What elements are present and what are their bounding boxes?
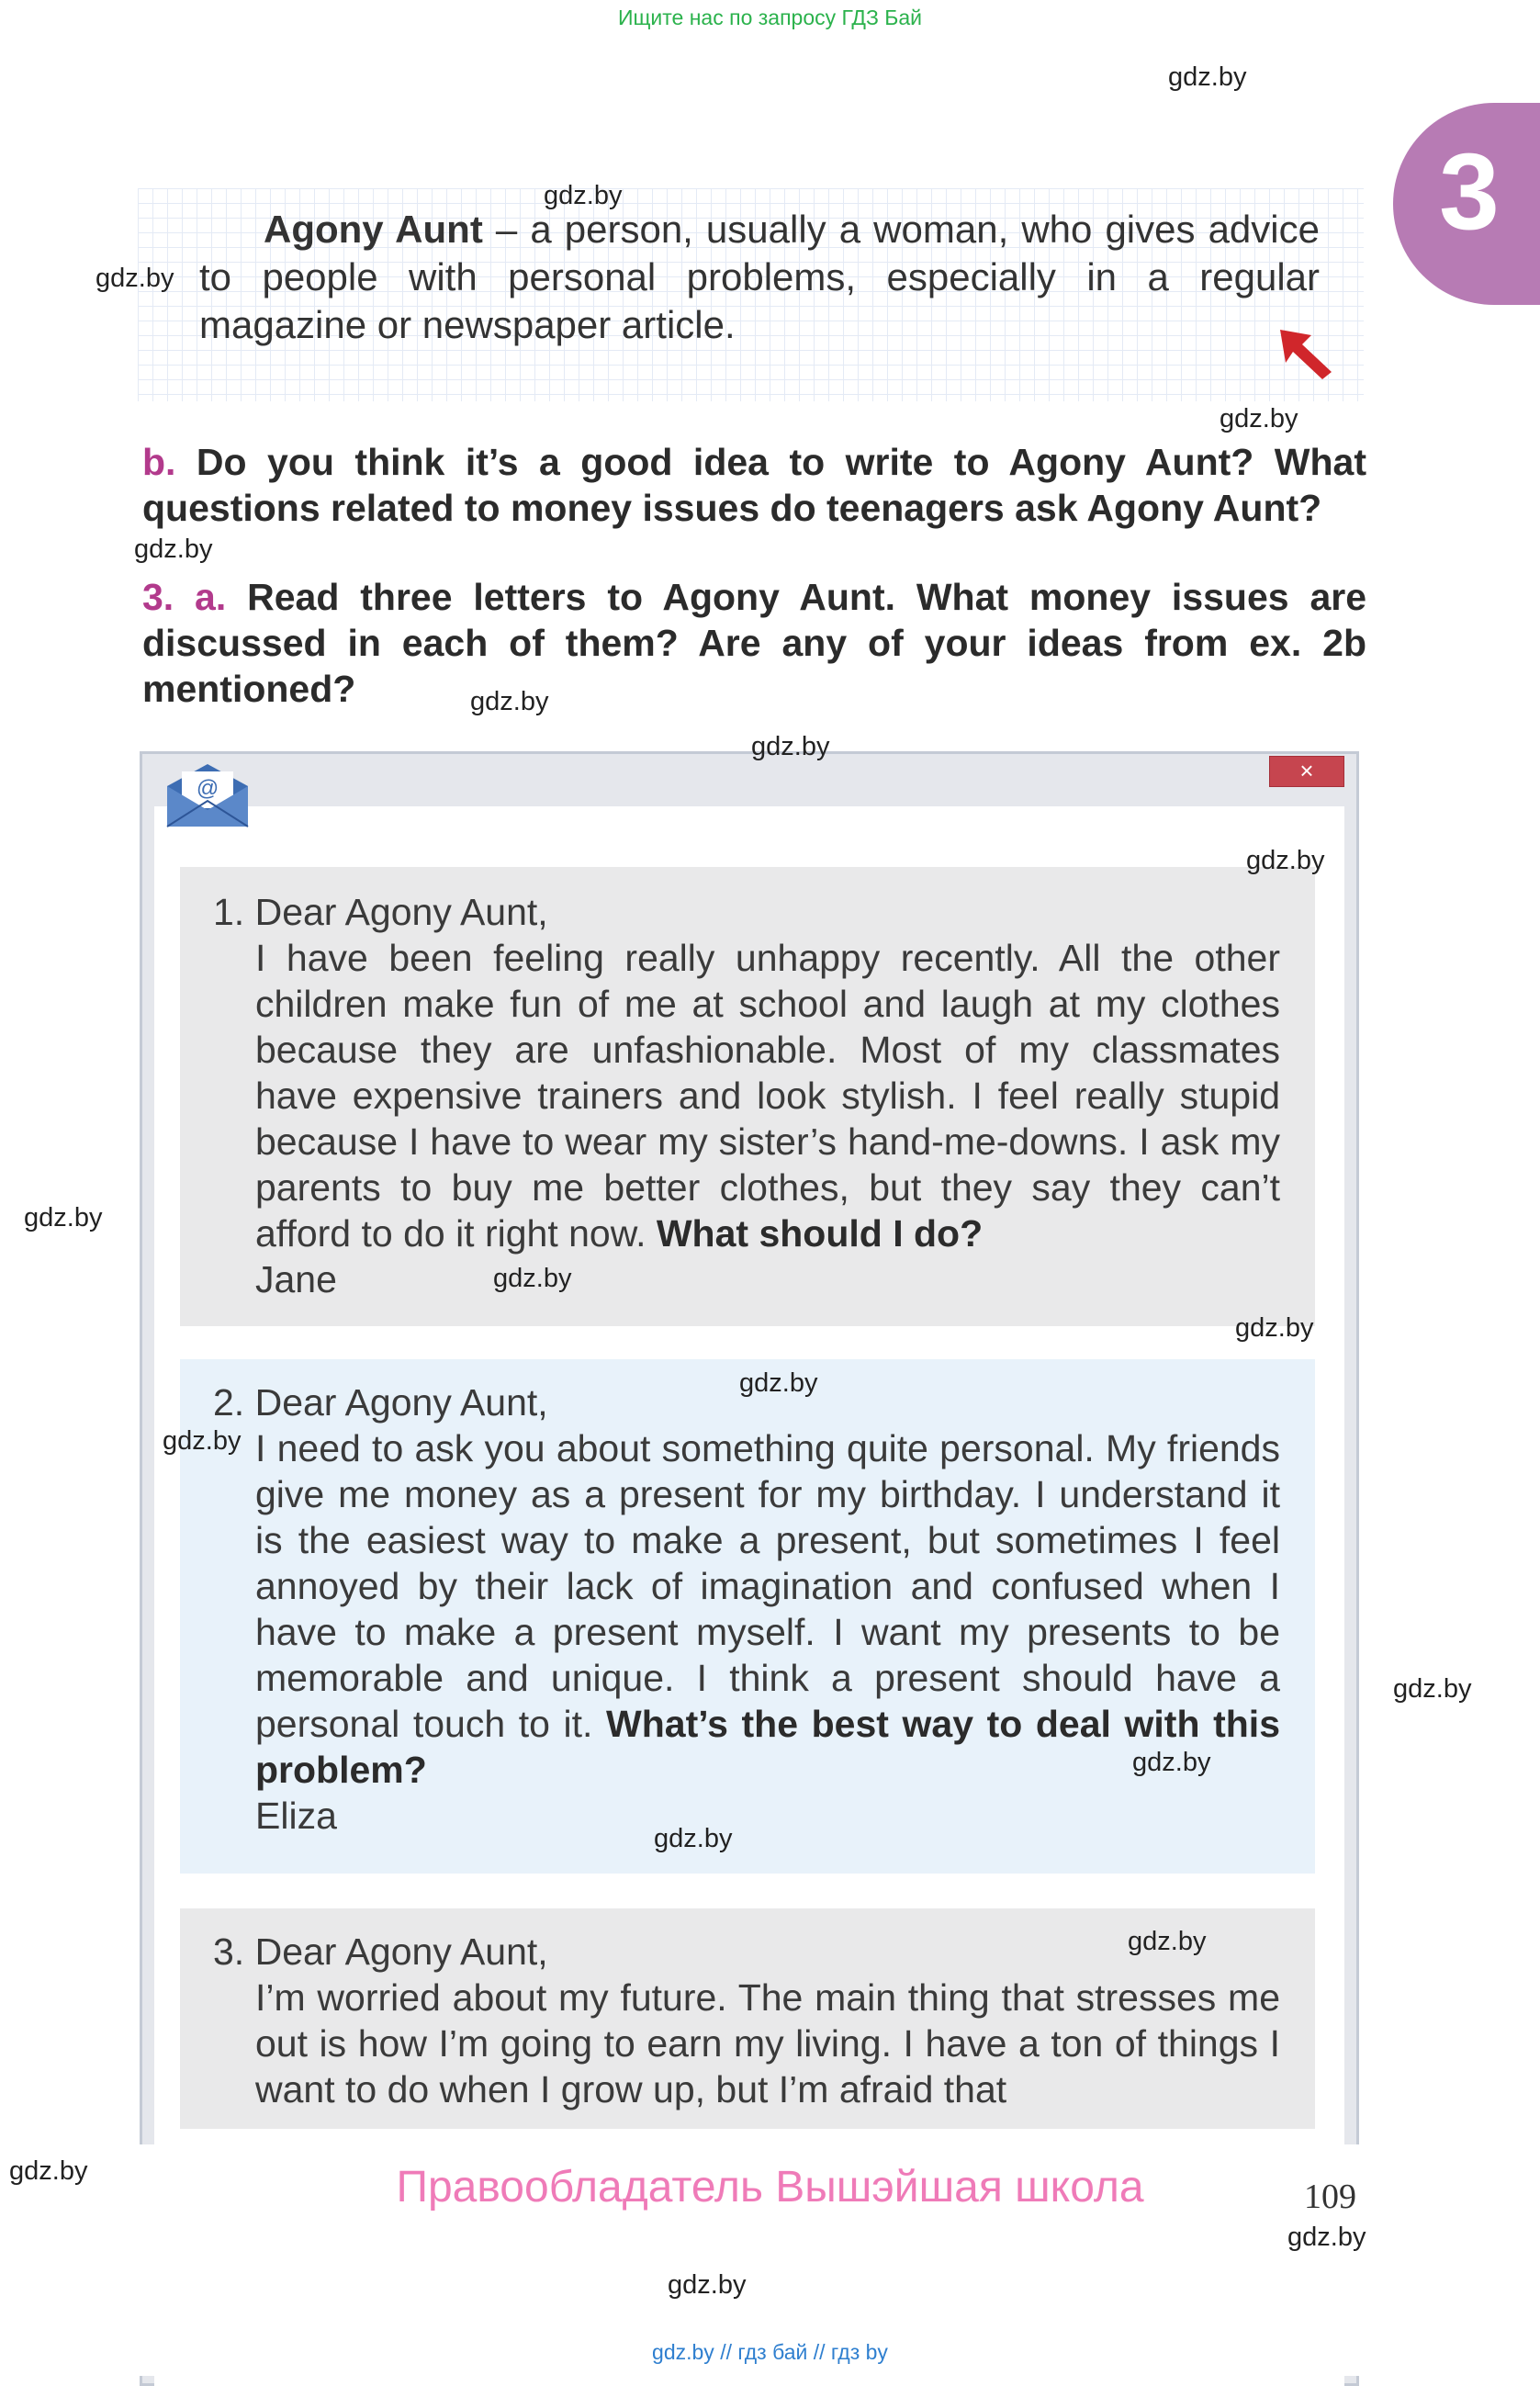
exercise-3a-number: 3. a. bbox=[142, 576, 227, 618]
watermark: gdz.by bbox=[739, 1368, 818, 1398]
letter-signature: Eliza bbox=[255, 1795, 337, 1837]
watermark: gdz.by bbox=[493, 1264, 572, 1293]
watermark: gdz.by bbox=[654, 1824, 733, 1853]
page-number: 109 bbox=[1304, 2178, 1356, 2216]
watermark: gdz.by bbox=[1235, 1313, 1314, 1343]
watermark: gdz.by bbox=[751, 732, 830, 761]
exercise-3a bbox=[142, 574, 1366, 712]
letter-greeting: 1. Dear Agony Aunt, bbox=[213, 891, 548, 933]
letter-greeting: 3. Dear Agony Aunt, bbox=[213, 1930, 548, 1973]
letter-card-1 bbox=[180, 867, 1315, 1326]
exercise-b-number: b. bbox=[142, 441, 176, 483]
watermark: gdz.by bbox=[1393, 1674, 1472, 1704]
exercise-b bbox=[142, 439, 1366, 531]
watermark: gdz.by bbox=[96, 264, 174, 293]
watermark: gdz.by bbox=[1287, 2223, 1366, 2252]
exercise-b-text: Do you think it’s a good idea to write to Agony Aunt? What questions related to money issues do teenagers ask Agony Aunt? bbox=[142, 441, 1366, 529]
bottom-banner: gdz.by // гдз бай // гдз by bbox=[652, 2340, 888, 2364]
watermark: gdz.by bbox=[1168, 62, 1247, 92]
watermark: gdz.by bbox=[1132, 1748, 1211, 1777]
top-banner: Ищите нас по запросу ГДЗ Бай bbox=[617, 6, 923, 29]
exercise-3a-text: Read three letters to Agony Aunt. What money issues are discussed in each of them? Are any of your ideas from ex. 2b mentioned? bbox=[142, 576, 1366, 710]
watermark: gdz.by bbox=[163, 1426, 242, 1456]
watermark: gdz.by bbox=[134, 535, 213, 564]
svg-text:@: @ bbox=[196, 776, 219, 801]
letter-body: I’m worried about my future. The main thing that stresses me out is how I’m going to earn my living. I have a ton of things I want to do when I grow up, but I’m afraid that bbox=[255, 1976, 1280, 2110]
envelope-at-icon bbox=[162, 759, 253, 832]
arrow-icon bbox=[1275, 326, 1339, 381]
unit-number: 3 bbox=[1439, 131, 1500, 253]
letter-text: I have been feeling really unhappy recently. All the other children make fun of me at school and laugh at my clothes because they are unfashionable. Most of my classmates have expensive trainers and look stylish. I feel really stupid because I have to wear my sister’s hand-me-downs. I ask my parents to buy me better clothes, but they say they can’t afford to do it right now. bbox=[255, 937, 1280, 1255]
watermark: gdz.by bbox=[668, 2270, 747, 2300]
letter-signature: Jane bbox=[255, 1258, 337, 1300]
watermark: gdz.by bbox=[1246, 846, 1325, 875]
watermark: gdz.by bbox=[1220, 404, 1298, 433]
letter-question: What’s the best way to deal with this problem? bbox=[255, 1703, 1280, 1791]
letter-body bbox=[255, 1425, 1280, 1793]
letter-text: I need to ask you about something quite personal. My friends give me money as a present for my birthday. I understand it is the easiest way to make a present, but sometimes I feel annoyed by their lack of imagination and confused when I have to make a present myself. I want my presents to be memorable and unique. I think a present should have a personal touch to it. bbox=[255, 1427, 1280, 1745]
watermark: gdz.by bbox=[9, 2156, 88, 2186]
copyright-text: Правообладатель Вышэйшая школа bbox=[396, 2163, 1144, 2212]
letter-greeting: 2. Dear Agony Aunt, bbox=[213, 1381, 548, 1424]
definition-body: – a person, usually a woman, who gives advice to people with personal problems, especially in a regular magazine or newspaper article. bbox=[199, 208, 1320, 346]
watermark: gdz.by bbox=[1128, 1927, 1207, 1956]
letter-body bbox=[255, 935, 1280, 1256]
definition-term: Agony Aunt bbox=[264, 208, 483, 251]
letter-question: What should I do? bbox=[656, 1212, 984, 1255]
letter-card-2 bbox=[180, 1359, 1315, 1874]
close-button[interactable]: × bbox=[1269, 756, 1344, 787]
watermark: gdz.by bbox=[544, 181, 623, 210]
definition-text bbox=[199, 206, 1320, 349]
watermark: gdz.by bbox=[470, 687, 549, 716]
watermark: gdz.by bbox=[24, 1203, 103, 1232]
